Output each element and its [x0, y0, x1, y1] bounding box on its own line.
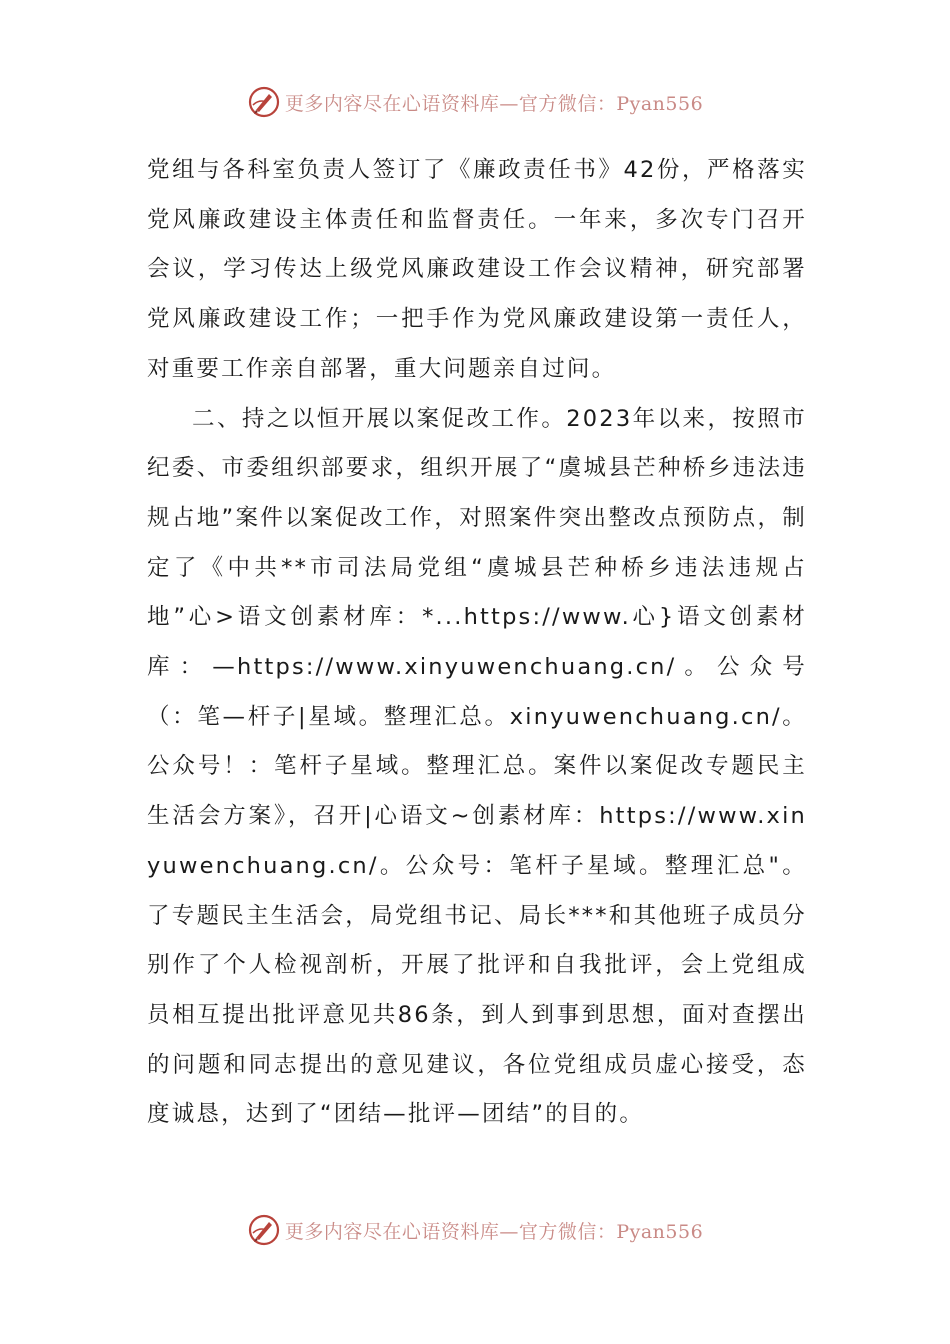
footer-watermark-banner	[0, 1210, 950, 1250]
paragraph-2: 二、持之以恒开展以案促改工作。2023年以来，按照市纪委、市委组织部要求，组织开展了“虞城县芒种桥乡违法违规占地”案件以案促改工作，对照案件突出整改点预防点，制定了《中共**市司法局党组“虞城县芒种桥乡违法违规占地”心>语文创素材库：*...https://www.心}语文创素材库：—https://www.xinyuwenchuang.cn/。公众号（：笔—杆子|星域。整理汇总。xinyuwenchuang.cn/。公众号！：笔杆子星域。整理汇总。案件以案促改专题民主生活会方案》，召开|心语文~创素材库：https://www.xinyuwenchuang.cn/。公众号：笔杆子星域。整理汇总"。了专题民主生活会，局党组书记、局长***和其他班子成员分别作了个人检视剖析，开展了批评和自我批评，会上党组成员相互提出批评意见共86条，到人到事到思想，面对查摆出的问题和同志提出的意见建议，各位党组成员虚心接受，态度诚恳，达到了“团结—批评—团结”的目的。	[147, 405, 807, 1128]
watermark-text: 更多内容尽在心语资料库—官方微信：Pyan556	[284, 1220, 704, 1243]
pen-logo-icon	[247, 85, 281, 119]
watermark-text: 更多内容尽在心语资料库—官方微信：Pyan556	[284, 92, 704, 115]
paragraph-1: 党组与各科室负责人签订了《廉政责任书》42份，严格落实党风廉政建设主体责任和监督责任。一年来，多次专门召开会议，学习传达上级党风廉政建设工作会议精神，研究部署党风廉政建设工作；一把手作为党风廉政建设第一责任人，对重要工作亲自部署，重大问题亲自过问。	[147, 157, 807, 382]
header-watermark-banner	[0, 82, 950, 122]
pen-logo-icon	[247, 1213, 281, 1247]
document-body	[147, 146, 807, 1140]
